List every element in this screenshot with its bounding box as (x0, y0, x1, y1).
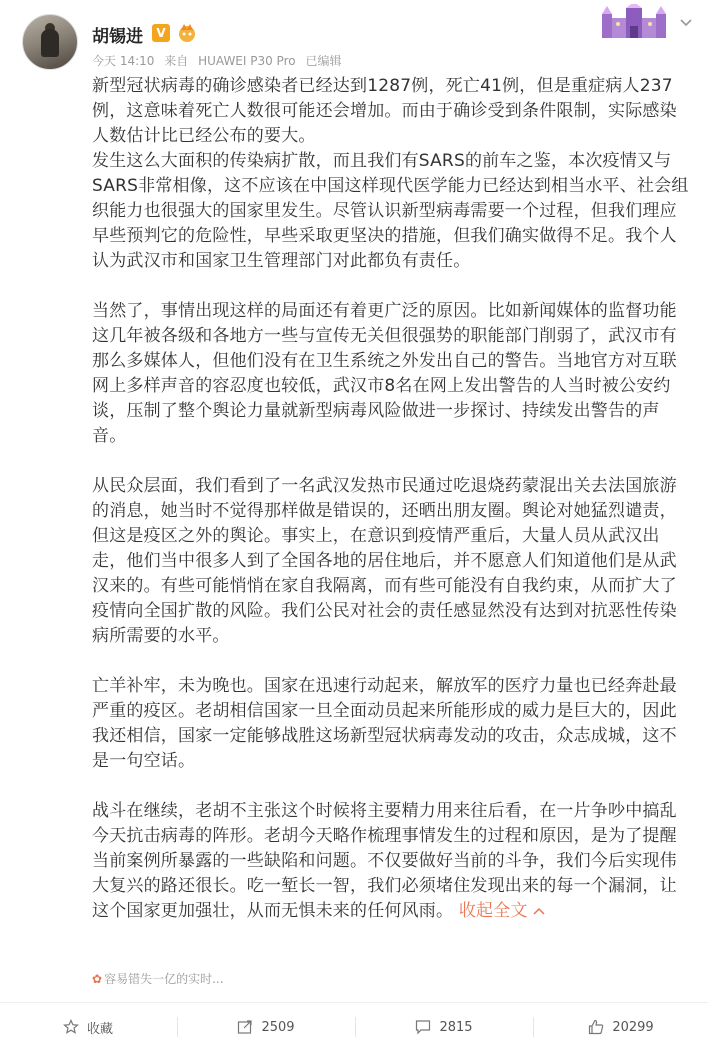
comment-icon (415, 1019, 431, 1035)
collapse-button[interactable] (459, 901, 545, 921)
paragraph: 新型冠状病毒的确诊感染者已经达到1287例，死亡41例，但是重症病人237例，这意味着死亡人数很可能还会增加。而由于确诊受到条件限制，实际感染人数估计比已经公布的要大。 (92, 76, 677, 146)
thumbs-up-icon (588, 1019, 604, 1035)
like-count: 20299 (612, 1019, 654, 1035)
avatar-figure (41, 29, 59, 57)
paragraph: 亡羊补牢，未为晚也。国家在迅速行动起来，解放军的医疗力量也已经奔赴最严重的疫区。老胡相信国家一旦全面动员起来所能形成的威力是巨大的，因此我还相信，国家一定能够战胜这场新型冠状病毒发动的攻击，众志成城，这不是一句空话。 (92, 676, 677, 771)
repost-count: 2509 (261, 1019, 295, 1035)
comment-count: 2815 (439, 1019, 473, 1035)
repost-icon (237, 1019, 253, 1035)
paragraph-gap (92, 274, 692, 299)
like-button[interactable] (534, 1003, 708, 1051)
post-body (92, 74, 692, 924)
favorite-label: 收藏 (86, 1021, 113, 1037)
member-badge-icon (176, 22, 198, 44)
post-header (0, 0, 708, 72)
castle-decoration-icon (596, 4, 672, 40)
collapse-label: 收起全文 (458, 901, 528, 921)
post-meta (92, 52, 347, 69)
repost-button[interactable] (178, 1003, 354, 1051)
verified-badge-icon: V (152, 24, 170, 42)
avatar[interactable] (22, 14, 78, 70)
paragraph-gap (92, 449, 692, 474)
action-bar (0, 1002, 708, 1051)
comment-button[interactable] (356, 1003, 532, 1051)
edited-label[interactable]: 已编辑 (305, 54, 342, 68)
source-tag-label: 容易错失一亿的实时... (104, 972, 224, 986)
paragraph-gap (92, 774, 692, 799)
paragraph-text: 战斗在继续，老胡不主张这个时候将主要精力用来往后看，在一片争吵中搞乱今天抗击病毒的阵形。老胡今天略作梳理事情发生的过程和原因，是为了提醒当前案例所暴露的一些缺陷和问题。不仅要做好当前的斗争，我们今后实现伟大复兴的路还很长。吃一堑长一智，我们必须堵住发现出来的每一个漏洞，让这个国家更加强壮，从而无惧未来的任何风雨。 (92, 801, 677, 921)
paragraph: 当然了，事情出现这样的局面还有着更广泛的原因。比如新闻媒体的监督功能这几年被各级和各地方一些与宣传无关但很强势的职能部门削弱了，武汉市有那么多媒体人，但他们没有在卫生系统之外发出自己的警告。当地官方对互联网上多样声音的容忍度也较低，武汉市8名在网上发出警告的人当时被公安约谈，压制了整个舆论力量就新型病毒风险做进一步探讨、持续发出警告的声音。 (92, 301, 677, 446)
paragraph: 从民众层面，我们看到了一名武汉发热市民通过吃退烧药蒙混出关去法国旅游的消息，她当时不觉得那样做是错误的，还晒出朋友圈。舆论对她猛烈谴责，但这是疫区之外的舆论。事实上，在意识到疫情严重后，大量人员从武汉出走，他们当中很多人到了全国各地的居住地后，并不愿意人们知道他们是从武汉来的。有些可能悄悄在家自我隔离，而有些可能没有自我约束，从而扩大了疫情向全国扩散的风险。我们公民对社会的责任感显然没有达到对抗恶性传染病所需要的水平。 (92, 476, 677, 646)
flower-icon: ✿ (92, 972, 103, 986)
star-icon (63, 1019, 79, 1035)
chevron-down-icon[interactable] (678, 14, 694, 30)
author-name[interactable]: 胡锡进 (92, 27, 143, 47)
chevron-up-icon (533, 906, 545, 916)
paragraph: 发生这么大面积的传染病扩散，而且我们有SARS的前车之鉴，本次疫情又与SARS非常相像，这不应该在中国这样现代医学能力已经达到相当水平、社会组织能力也很强大的国家里发生。尽管认识新型病毒需要一个过程，但我们理应早些预判它的危险性，早些采取更坚决的措施，但我们确实做得不足。我个人认为武汉市和国家卫生管理部门对此都负有责任。 (92, 151, 689, 271)
source-tag[interactable] (92, 970, 224, 987)
post-time[interactable]: 今天 14:10 (92, 54, 155, 68)
source-prefix: 来自 (164, 54, 189, 68)
favorite-button[interactable] (0, 1003, 176, 1051)
device-name: HUAWEI P30 Pro (198, 54, 296, 68)
paragraph-gap (92, 649, 692, 674)
paragraph (92, 799, 692, 924)
